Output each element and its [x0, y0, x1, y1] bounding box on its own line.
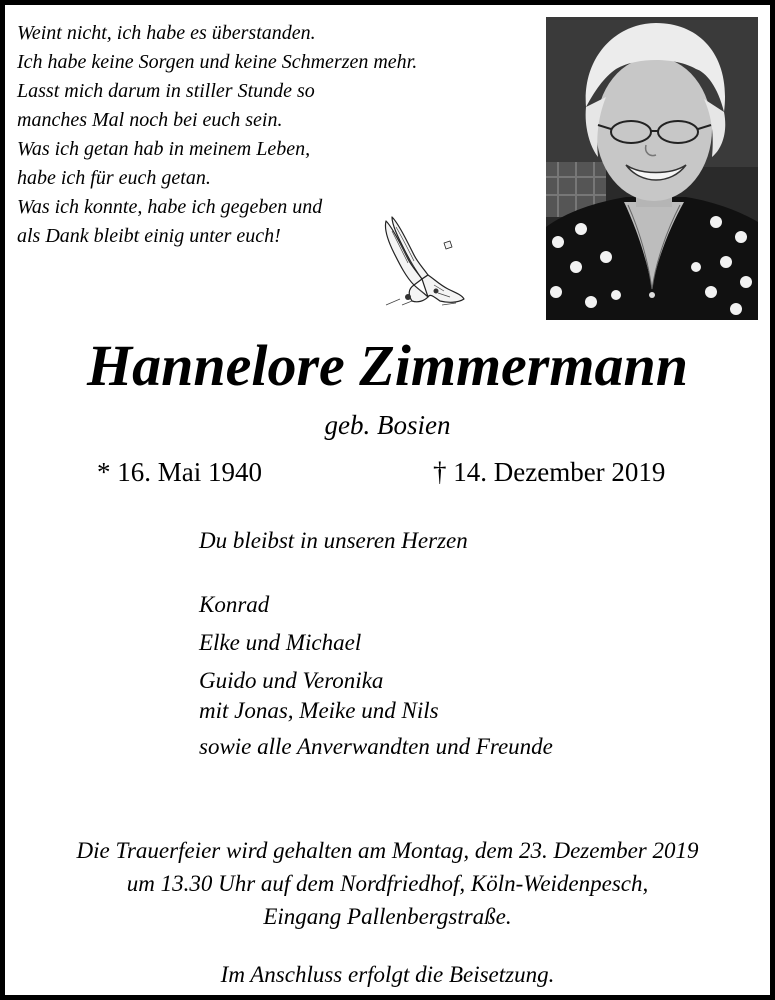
- service-line: Eingang Pallenbergstraße.: [263, 904, 512, 929]
- poem-line: habe ich für euch getan.: [17, 167, 211, 189]
- birth-date: * 16. Mai 1940: [97, 457, 262, 487]
- maiden-name: geb. Bosien: [324, 410, 451, 440]
- mourner-entry: Guido und Veronika: [199, 668, 384, 693]
- deceased-name: Hannelore Zimmermann: [86, 333, 688, 398]
- poem-line: Was ich getan hab in meinem Leben,: [17, 138, 311, 160]
- poem-line: als Dank bleibt einig unter euch!: [17, 225, 281, 247]
- service-line: um 13.30 Uhr auf dem Nordfriedhof, Köln-Weidenpesch,: [126, 871, 649, 896]
- service-line: Die Trauerfeier wird gehalten am Montag, dem 23. Dezember 2019: [76, 838, 699, 863]
- funeral-service-info: [5, 834, 770, 933]
- mourner-entry: sowie alle Anverwandten und Freunde: [199, 734, 553, 759]
- mourner-entry: mit Jonas, Meike und Nils: [199, 698, 439, 723]
- poem-line: Was ich konnte, habe ich gegeben und: [17, 196, 323, 218]
- poem-line: manches Mal noch bei euch sein.: [17, 109, 283, 131]
- memorial-motto: Du bleibst in unseren Herzen: [199, 528, 468, 553]
- poem-line: Ich habe keine Sorgen und keine Schmerzen mehr.: [17, 51, 418, 73]
- portrait-photo: [546, 17, 758, 320]
- death-date: † 14. Dezember 2019: [433, 457, 666, 487]
- praying-hands-icon: [378, 213, 468, 308]
- mourner-entry: Konrad: [199, 592, 270, 617]
- poem-line: Lasst mich darum in stiller Stunde so: [17, 80, 315, 102]
- poem-line: Weint nicht, ich habe es überstanden.: [17, 22, 316, 44]
- mourner-entry: Elke und Michael: [199, 630, 362, 655]
- burial-note: Im Anschluss erfolgt die Beisetzung.: [220, 962, 555, 987]
- mourners-list: [199, 590, 553, 762]
